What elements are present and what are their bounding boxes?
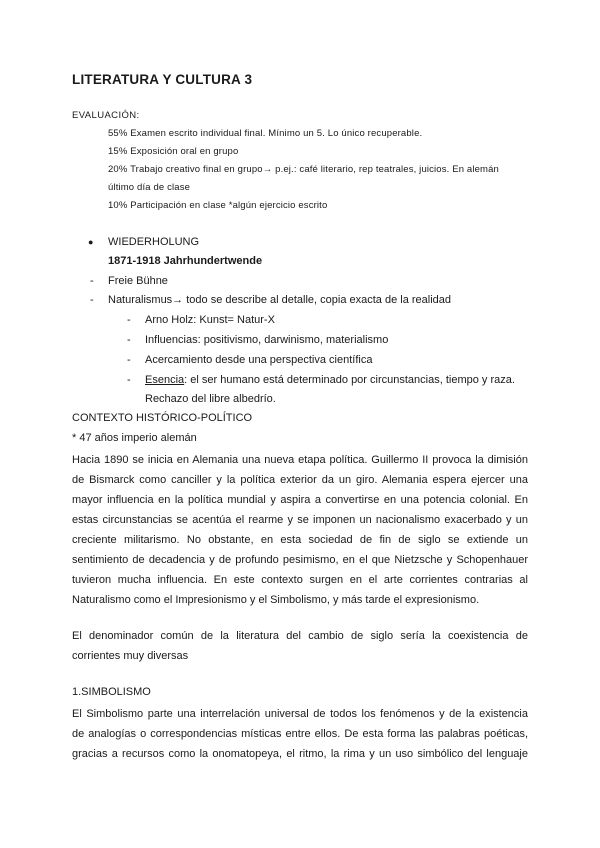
sub-list-item: Influencias: positivismo, darwinismo, materialismo <box>145 334 389 346</box>
evaluacion-item: 55% Examen escrito individual final. Mínimo un 5. Lo único recuperable. <box>108 128 423 139</box>
dash-marker: - <box>127 354 131 366</box>
dash-marker: - <box>127 334 131 346</box>
evaluacion-item: 20% Trabajo creativo final en grupo→ p.ej.: café literario, rep teatrales, juicios. En alemán <box>108 164 499 175</box>
list-item: Freie Bühne <box>108 275 168 287</box>
simbolismo-paragraph <box>72 704 528 764</box>
denominador-paragraph <box>72 626 528 666</box>
paragraph-line: Hacia 1890 se inicia en Alemania una nueva etapa política. Guillermo II provoca la dimisión <box>72 454 528 466</box>
wiederholung-label: WIEDERHOLUNG <box>108 236 200 248</box>
paragraph-line: estas circunstancias se acentúa el rearme y se imponen un nacionalismo exacerbado y un <box>72 514 528 526</box>
paragraph-line: tuvieron mucha influencia. En este contexto surgen en el arte corrientes contrarias al <box>72 574 528 586</box>
paragraph-line: de Bismarck como canciller y la política exterior da un giro. Alemania espera ejercer una <box>72 474 528 486</box>
evaluacion-heading: EVALUACIÓN: <box>72 110 140 121</box>
paragraph-line: corrientes muy diversas <box>72 650 189 662</box>
evaluacion-item: 15% Exposición oral en grupo <box>108 146 239 157</box>
contexto-paragraph <box>72 450 528 610</box>
simbolismo-heading: 1.SIMBOLISMO <box>72 686 151 698</box>
list-item: Naturalismus→ todo se describe al detalle, copia exacta de la realidad <box>108 294 452 306</box>
dash-marker: - <box>90 294 94 306</box>
document-title: LITERATURA Y CULTURA 3 <box>72 72 253 87</box>
evaluacion-item: último día de clase <box>108 182 191 193</box>
wiederholung-subheading: 1871-1918 Jahrhundertwende <box>108 255 263 267</box>
contexto-note: * 47 años imperio alemán <box>72 432 197 444</box>
paragraph-line: Naturalismo como el Impresionismo y el Simbolismo, y más tarde el expresionismo. <box>72 594 480 606</box>
dash-marker: - <box>90 275 94 287</box>
esencia-text: : el ser humano está determinado por circunstancias, tiempo y raza. <box>184 374 515 386</box>
paragraph-line: mayor influencia en la política mundial y aspira a convertirse en una potencia colonial. En <box>72 494 528 506</box>
esencia-continuation: Rechazo del libre albedrío. <box>145 393 276 405</box>
sub-list-item: Acercamiento desde una perspectiva científica <box>145 354 373 366</box>
paragraph-line: de analogías o correspondencias místicas entre ellos. De esta forma las palabras poéticas, <box>72 728 528 740</box>
dash-marker: - <box>127 314 131 326</box>
esencia-label: Esencia <box>145 374 185 386</box>
evaluacion-item: 10% Participación en clase *algún ejercicio escrito <box>108 200 328 211</box>
paragraph-line: El Simbolismo parte una interrelación universal de todos los fenómenos y de la existencia <box>72 708 528 720</box>
bullet-icon: ● <box>88 237 94 247</box>
paragraph-line: gracias a recursos como la onomatopeya, el ritmo, la rima y un uso simbólico del lenguaje <box>72 748 528 760</box>
sub-list-item: Arno Holz: Kunst= Natur-X <box>145 314 275 326</box>
paragraph-line: creciente militarismo. No obstante, en esta sociedad de fin de siglo se extiende un <box>72 534 528 546</box>
dash-marker: - <box>127 374 131 386</box>
paragraph-line: sentimiento de decadencia y de profundo pesimismo, en el que Nietzsche y Schopenhauer <box>72 554 528 566</box>
contexto-heading: CONTEXTO HISTÓRICO-POLÍTICO <box>72 412 253 424</box>
paragraph-line: El denominador común de la literatura del cambio de siglo sería la coexistencia de <box>72 630 528 642</box>
sub-list-item-esencia <box>145 374 515 386</box>
